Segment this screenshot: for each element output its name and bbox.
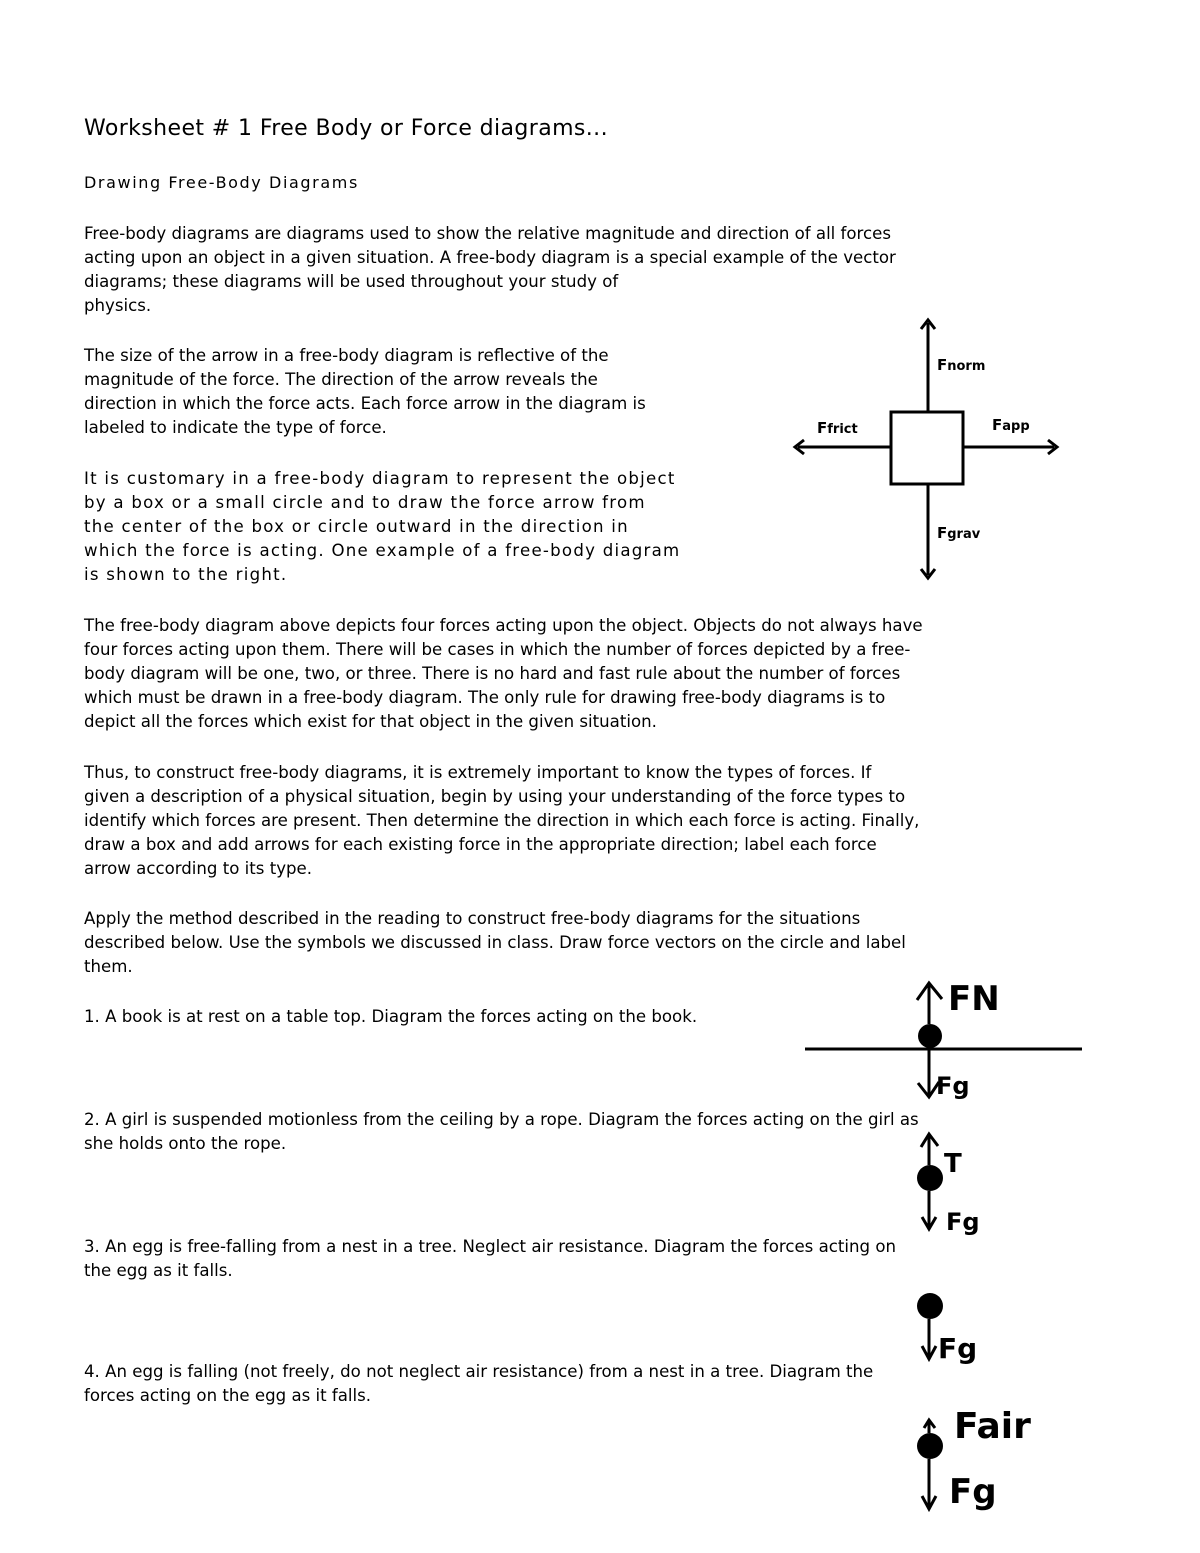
text-line: 2. A girl is suspended motionless from the ceiling by a rope. Diagram the forces acting on the girl as [84, 1110, 919, 1129]
section-heading: Drawing Free-Body Diagrams [84, 173, 359, 192]
text-line: The size of the arrow in a free-body diagram is reflective of the [84, 346, 609, 365]
text-line: the center of the box or circle outward in the direction in [84, 517, 629, 536]
text-line: labeled to indicate the type of force. [84, 418, 387, 437]
answer-1-up-label: FN [948, 979, 1000, 1019]
answer-2-diagram [917, 1134, 980, 1236]
answer-3-diagram [917, 1293, 977, 1365]
text-line: arrow according to its type. [84, 859, 313, 878]
answer-4-up-label: Fair [954, 1406, 1031, 1447]
text-line: Thus, to construct free-body diagrams, it is extremely important to know the types of forces. If [84, 763, 872, 782]
girl-dot [917, 1165, 943, 1191]
text-line: four forces acting upon them. There will be cases in which the number of forces depicted by a free- [84, 640, 911, 659]
answer-3-down-label: Fg [938, 1332, 978, 1365]
text-line: depict all the forces which exist for that object in the given situation. [84, 712, 657, 731]
text-line: The free-body diagram above depicts four forces acting upon the object. Objects do not always have [84, 616, 923, 635]
text-line: 1. A book is at rest on a table top. Diagram the forces acting on the book. [84, 1007, 698, 1026]
egg-dot [917, 1293, 943, 1319]
text-line: them. [84, 957, 133, 976]
text-line: acting upon an object in a given situation. A free-body diagram is a special example of the vector [84, 248, 896, 267]
text-line: identify which forces are present. Then determine the direction in which each force is acting. Finally, [84, 811, 920, 830]
text-line: she holds onto the rope. [84, 1134, 287, 1153]
text-line: forces acting on the egg as it falls. [84, 1386, 372, 1405]
text-line: by a box or a small circle and to draw the force arrow from [84, 493, 646, 512]
book-dot [918, 1024, 942, 1048]
text-line: It is customary in a free-body diagram to represent the object [84, 469, 676, 488]
text-line: draw a box and add arrows for each existing force in the appropriate direction; label each force [84, 835, 877, 854]
text-line: the egg as it falls. [84, 1261, 233, 1280]
answer-4-down-label: Fg [949, 1472, 997, 1512]
text-line: given a description of a physical situation, begin by using your understanding of the force types to [84, 787, 906, 806]
text-line: diagrams; these diagrams will be used throughout your study of [84, 272, 619, 291]
answer-4-diagram [917, 1406, 1031, 1512]
answer-1-down-label: Fg [936, 1072, 970, 1100]
text-line: Apply the method described in the reading to construct free-body diagrams for the situations [84, 909, 861, 928]
answer-2-up-label: T [944, 1149, 962, 1179]
text-line: body diagram will be one, two, or three. There is no hard and fast rule about the number of forces [84, 664, 901, 683]
text-line: 3. An egg is free-falling from a nest in a tree. Neglect air resistance. Diagram the forces acting on [84, 1237, 896, 1256]
applied-force-label: Fapp [992, 416, 1030, 434]
worksheet-title: Worksheet # 1 Free Body or Force diagrams... [84, 116, 608, 141]
friction-force-label: Ffrict [817, 419, 858, 437]
text-line: direction in which the force acts. Each force arrow in the diagram is [84, 394, 646, 413]
text-line: which must be drawn in a free-body diagram. The only rule for drawing free-body diagrams is to [84, 688, 886, 707]
text-line: Free-body diagrams are diagrams used to show the relative magnitude and direction of all forces [84, 224, 891, 243]
answer-2-down-label: Fg [946, 1208, 980, 1236]
text-line: described below. Use the symbols we discussed in class. Draw force vectors on the circle and label [84, 933, 906, 952]
text-line: is shown to the right. [84, 565, 288, 584]
text-line: 4. An egg is falling (not freely, do not neglect air resistance) from a nest in a tree. Diagram the [84, 1362, 874, 1381]
gravity-force-label: Fgrav [937, 524, 981, 542]
text-line: physics. [84, 296, 152, 315]
normal-force-label: Fnorm [937, 356, 986, 374]
text-line: magnitude of the force. The direction of the arrow reveals the [84, 370, 598, 389]
answer-1-diagram [805, 979, 1082, 1100]
egg-dot [917, 1433, 943, 1459]
text-line: which the force is acting. One example of a free-body diagram [84, 541, 681, 560]
